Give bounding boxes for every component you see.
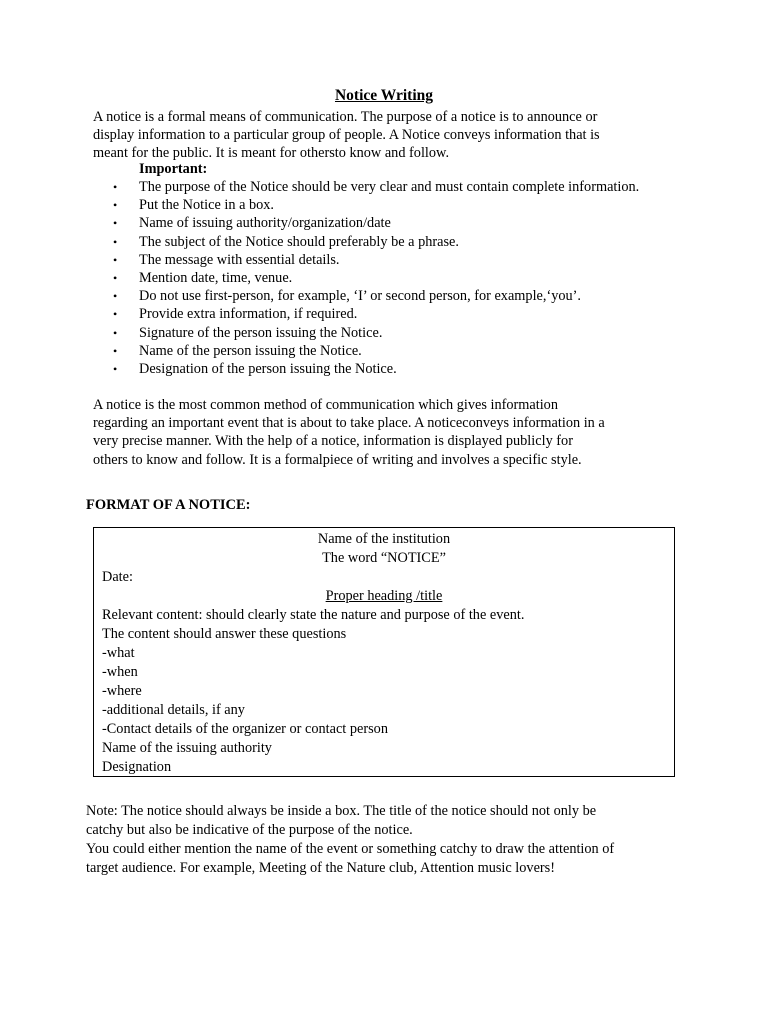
bullet-icon: • bbox=[113, 289, 118, 304]
note-line: target audience. For example, Meeting of the Nature club, Attention music lovers! bbox=[86, 860, 556, 876]
box-content: Relevant content: should clearly state the nature and purpose of the event. bbox=[102, 607, 525, 623]
notice-format-box bbox=[93, 527, 675, 777]
bullet-list bbox=[0, 178, 768, 378]
list-item: • Designation of the person issuing the Notice. bbox=[113, 360, 397, 377]
list-item: • Mention date, time, venue. bbox=[113, 269, 293, 286]
second-paragraph bbox=[93, 396, 605, 469]
list-item: • Do not use first-person, for example, ‘I’ or second person, for example,‘you’. bbox=[113, 288, 582, 305]
bullet-icon: • bbox=[113, 180, 118, 194]
box-contact: -Contact details of the organizer or contact person bbox=[102, 721, 388, 737]
box-authority: Name of the issuing authority bbox=[102, 740, 272, 756]
note-line: Note: The notice should always be inside a box. The title of the notice should not only be bbox=[86, 803, 597, 819]
box-designation: Designation bbox=[102, 759, 172, 775]
box-when: -when bbox=[102, 664, 138, 680]
box-where: -where bbox=[102, 683, 142, 699]
note-line: You could either mention the name of the event or something catchy to draw the attention of bbox=[86, 841, 615, 857]
note-paragraph bbox=[86, 802, 614, 878]
bullet-icon: • bbox=[113, 216, 118, 231]
paragraph-line: very precise manner. With the help of a notice, information is displayed publicly for bbox=[93, 433, 573, 450]
intro-paragraph bbox=[93, 108, 600, 163]
bullet-icon: • bbox=[113, 361, 118, 376]
list-item: • Signature of the person issuing the Notice. bbox=[113, 324, 383, 341]
bullet-icon: • bbox=[113, 234, 118, 249]
list-item: • Name of issuing authority/organization/date bbox=[113, 215, 391, 232]
paragraph-line: others to know and follow. It is a formalpiece of writing and involves a specific style. bbox=[93, 451, 582, 468]
note-line: catchy but also be indicative of the purpose of the notice. bbox=[86, 822, 413, 838]
intro-line: A notice is a formal means of communication. The purpose of a notice is to announce or bbox=[93, 109, 598, 125]
page-title: Notice Writing bbox=[334, 87, 433, 104]
bullet-icon: • bbox=[113, 252, 118, 267]
box-what: -what bbox=[102, 645, 135, 661]
box-questions: The content should answer these questions bbox=[102, 626, 347, 642]
list-item: • The message with essential details. bbox=[113, 251, 340, 268]
bullet-icon: • bbox=[113, 343, 118, 358]
paragraph-line: A notice is the most common method of communication which gives information bbox=[93, 397, 558, 413]
important-label: Important: bbox=[139, 161, 208, 177]
box-heading: Proper heading /title bbox=[325, 588, 443, 604]
bullet-icon: • bbox=[113, 307, 118, 322]
box-institution: Name of the institution bbox=[317, 531, 451, 547]
list-item: • Name of the person issuing the Notice. bbox=[113, 342, 362, 359]
paragraph-line: regarding an important event that is about to take place. A noticeconveys information in a bbox=[93, 415, 605, 432]
box-additional: -additional details, if any bbox=[102, 702, 245, 718]
bullet-icon: • bbox=[113, 270, 118, 285]
bullet-icon: • bbox=[113, 325, 118, 340]
intro-line: meant for the public. It is meant for othersto know and follow. bbox=[93, 145, 450, 162]
format-heading: FORMAT OF A NOTICE: bbox=[86, 497, 251, 513]
list-item: • The purpose of the Notice should be very clear and must contain complete information. bbox=[113, 179, 640, 195]
bullet-icon: • bbox=[113, 198, 118, 213]
intro-line: display information to a particular group of people. A Notice conveys information that is bbox=[93, 127, 600, 144]
list-item: • The subject of the Notice should preferably be a phrase. bbox=[113, 233, 459, 250]
list-item: • Put the Notice in a box. bbox=[113, 197, 275, 214]
box-date: Date: bbox=[102, 569, 133, 585]
list-item: • Provide extra information, if required. bbox=[113, 306, 358, 323]
box-notice-word: The word “NOTICE” bbox=[322, 550, 446, 566]
